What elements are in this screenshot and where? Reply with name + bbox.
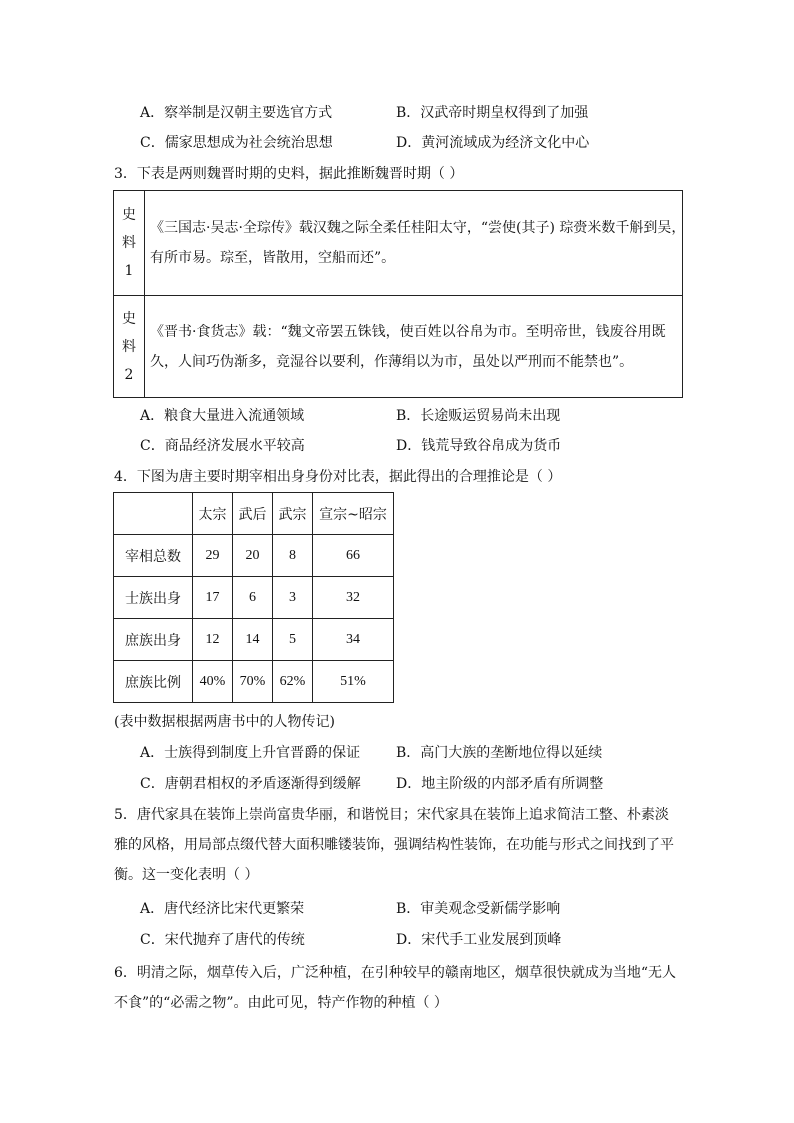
table-cell: 34 (313, 619, 394, 661)
source-label-char: 史 (122, 207, 136, 223)
table-cell: 32 (313, 577, 394, 619)
source-text-1 (150, 213, 686, 273)
table-cell: 14 (233, 619, 273, 661)
q3-stem: 3．下表是两则魏晋时期的史料，据此推断魏晋时期（ ） (114, 166, 464, 182)
q2-option-b: B．汉武帝时期皇权得到了加强 (396, 105, 589, 121)
q2-option-c: C．儒家思想成为社会统治思想 (140, 135, 333, 151)
q5-line: 雅的风格，用局部点缀代替大面积雕镂装饰，强调结构性装饰，在功能与形式之间找到了平 (114, 837, 674, 853)
table-header-cell: 武宗 (273, 493, 313, 535)
source-label-char: 料 (122, 338, 136, 355)
q5-option-c: C．宋代抛弃了唐代的传统 (140, 932, 305, 948)
table-row (114, 535, 394, 577)
source-label-1 (114, 191, 145, 295)
source-line: 久，人间巧伪渐多，竞湿谷以要利，作薄绢以为市，虽处以严刑而不能禁也”。 (150, 354, 634, 370)
q4-stem: 4．下图为唐主要时期宰相出身身份对比表，据此得出的合理推论是（ ） (114, 469, 562, 485)
table-row (114, 577, 394, 619)
q5-option-a: A．唐代经济比宋代更繁荣 (140, 901, 305, 917)
table-cell: 51% (313, 661, 394, 703)
source-label-2 (114, 295, 145, 398)
source-table (113, 190, 686, 398)
table-cell: 40% (193, 661, 233, 703)
q5-stem (114, 800, 684, 890)
table-header-cell: 宣宗~昭宗 (313, 493, 394, 535)
row-header-cell: 庶族比例 (114, 661, 193, 703)
table-header-cell: 太宗 (193, 493, 233, 535)
source-label-char: 2 (124, 366, 134, 383)
table-cell: 62% (273, 661, 313, 703)
q5-line: 5．唐代家具在装饰上崇尚富贵华丽，和谐悦目；宋代家具在装饰上追求简洁工整、朴素淡 (114, 807, 669, 823)
row-header-cell: 庶族出身 (114, 619, 193, 661)
table-cell: 70% (233, 661, 273, 703)
table-cell: 3 (273, 577, 313, 619)
table-cell: 8 (273, 535, 313, 577)
source-row-2 (114, 295, 682, 398)
q5-option-d: D．宋代手工业发展到顶峰 (396, 932, 562, 948)
table-cell: 6 (233, 577, 273, 619)
q6-stem (114, 958, 684, 1018)
source-label-char: 史 (122, 310, 136, 327)
q6-line: 不食”的“必需之物”。由此可见，特产作物的种植（ ） (114, 995, 448, 1011)
table-cell: 66 (313, 535, 394, 577)
table-note: (表中数据根据两唐书中的人物传记) (114, 714, 335, 730)
table-header-cell (114, 493, 193, 535)
q4-option-d: D．地主阶级的内部矛盾有所调整 (396, 776, 604, 792)
source-text-2 (150, 317, 674, 377)
q5-line: 衡。这一变化表明（ ） (114, 867, 259, 883)
q2-option-a: A．察举制是汉朝主要选官方式 (140, 105, 333, 121)
source-label-char: 料 (122, 235, 136, 251)
table-cell: 29 (193, 535, 233, 577)
q3-option-b: B．长途贩运贸易尚未出现 (396, 408, 561, 424)
q4-option-b: B．高门大族的垄断地位得以延续 (396, 745, 603, 761)
table-cell: 17 (193, 577, 233, 619)
table-cell: 20 (233, 535, 273, 577)
source-label-char: 1 (124, 263, 134, 279)
q6-line: 6．明清之际，烟草传入后，广泛种植，在引种较早的赣南地区，烟草很快就成为当地“无人 (114, 965, 677, 981)
row-header-cell: 士族出身 (114, 577, 193, 619)
q3-option-c: C．商品经济发展水平较高 (140, 438, 305, 454)
table-header-row (114, 493, 394, 535)
q2-option-d: D．黄河流域成为经济文化中心 (396, 135, 590, 151)
q3-option-d: D．钱荒导致谷帛成为货币 (396, 438, 562, 454)
q3-option-a: A．粮食大量进入流通领域 (140, 408, 305, 424)
table-header-cell: 武后 (233, 493, 273, 535)
table-row (114, 661, 394, 703)
q5-option-b: B．审美观念受新儒学影响 (396, 901, 561, 917)
source-line: 《三国志·吴志·全琮传》载汉魏之际全柔任桂阳太守，“尝使(其子) 琮赍米数千斛到吴， (150, 220, 686, 236)
source-line: 《晋书·食货志》载：“魏文帝罢五铢钱，使百姓以谷帛为市。至明帝世，钱废谷用既 (150, 324, 666, 340)
chancellor-table (113, 492, 394, 703)
table-cell: 5 (273, 619, 313, 661)
source-row-1 (114, 191, 686, 296)
q4-option-c: C．唐朝君相权的矛盾逐渐得到缓解 (140, 776, 361, 792)
q4-option-a: A．士族得到制度上升官晋爵的保证 (140, 745, 361, 761)
table-cell: 12 (193, 619, 233, 661)
source-line: 有所市易。琮至，皆散用，空船而还”。 (150, 250, 396, 266)
table-row (114, 619, 394, 661)
row-header-cell: 宰相总数 (114, 535, 193, 577)
